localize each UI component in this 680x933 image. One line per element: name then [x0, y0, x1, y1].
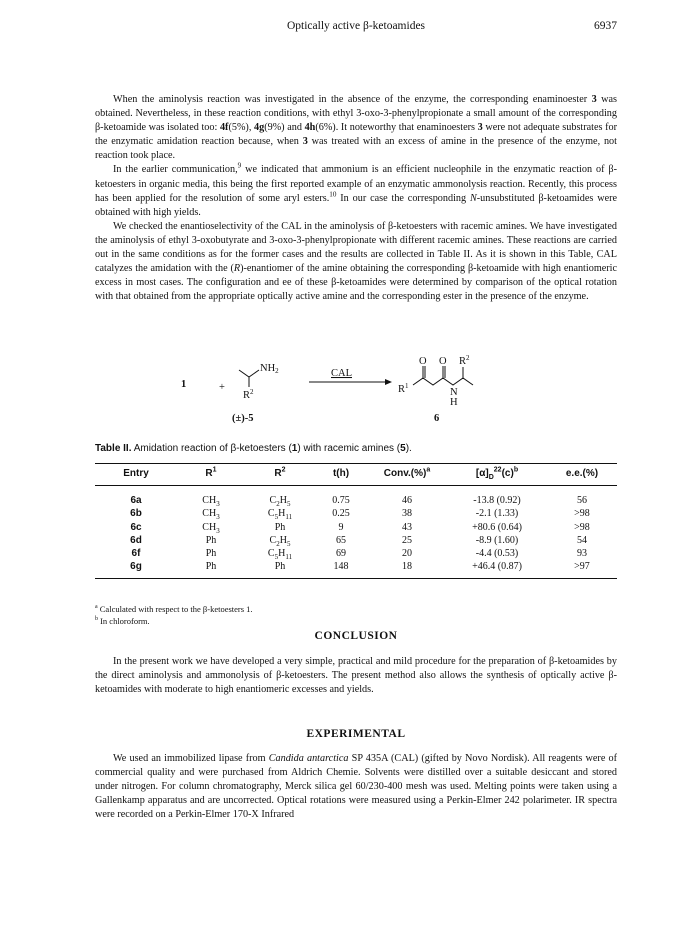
product-r1-label: $R^1$	[398, 382, 409, 395]
column-header-ee: e.e.(%)	[547, 464, 617, 486]
product-bond-lines	[413, 378, 473, 385]
table-header-row	[95, 464, 617, 486]
table-caption: Table II. Amidation reaction of β-ketoesters (1) with racemic amines (5).	[95, 443, 412, 454]
amine-r2-label: $R^2$	[243, 388, 254, 401]
page-header	[95, 20, 617, 38]
conclusion-body	[95, 655, 617, 697]
reaction-scheme-drawing	[95, 352, 617, 442]
results-table	[95, 463, 617, 579]
amine-nh2-label: NH2	[260, 363, 279, 375]
product-nitrogen-label: N	[450, 387, 458, 398]
amine-bond-lines	[239, 370, 259, 377]
experimental-heading: EXPERIMENTAL	[306, 728, 406, 740]
table-row: 6b $CH_3$ $C_5H_{11}$ 0.25 38 -2.1 (1.33) >98	[130, 508, 590, 522]
column-header-r2: $R^2$	[245, 464, 315, 486]
table-footnotes	[95, 603, 253, 627]
reactant-1-label: 1	[181, 379, 187, 390]
running-title: Optically active β-ketoamides	[286, 20, 426, 32]
amine-compound-label: (±)-5	[232, 413, 254, 424]
product-oxygen-2: O	[439, 356, 447, 367]
reference-marker: 9	[237, 162, 242, 171]
table-row: 6c $CH_3$ Ph 9 43 +80.6 (0.64) >98	[130, 521, 590, 535]
column-header-conversion: Conv.(%)$^a$	[367, 464, 447, 486]
table-row: 6d Ph $C_2H_5$ 65 25 -8.9 (1.60) 54	[130, 534, 587, 548]
conclusion-paragraph: In the present work we have developed a very simple, practical and mild procedure for the preparation of β-ketoamides by the direct aminolysis and ammonolysis of β-ketoesters. The present method also allows the synthesis of optically active β-ketoamides with moderate to high enantiomeric excesses and yields.	[95, 656, 617, 696]
column-header-time: t(h)	[315, 464, 367, 486]
paragraph-3: We checked the enantioselectivity of the CAL in the aminolysis of β-ketoesters with racemic amines. We have investigated the aminolysis of ethyl 3-oxobutyrate and 3-oxo-3-phenylpropionate with different racemic amines. These reactions are carried out in the same conditions as for the former cases and the results are collected in Table II. As it is shown in this Table, CAL catalyzes the amidation with the (R)-enantiomer of the amine obtaining the corresponding β-ketoamide with high enantiomeric excess in most cases. The configuration and ee of these β-ketoamides were determined by comparison of the optical rotation with that obtained from the appropriate optically active amine and the corresponding ester in the presence of the enzyme.	[95, 220, 618, 303]
plus-sign: +	[219, 382, 225, 393]
experimental-paragraph: We used an immobilized lipase from Candida antarctica SP 435A (CAL) (gifted by Novo Nordisk). All reagents were of commercial quality and were purchased from Aldrich Chemie. Solvents were distilled over a suitable desiccant and stored under nitrogen. For column chromatography, Merck silica gel 60/230-400 mesh was used. Melting points were taken using a Gallenkamp apparatus and are uncorrected. Optical rotations were measured using a Perkin-Elmer 242 polarimeter. IR spectra were recorded on a Perkin-Elmer 170-X Infrared	[95, 753, 618, 821]
product-compound-label: 6	[434, 413, 440, 424]
column-header-r1: $R^1$	[177, 464, 245, 486]
reference-marker: 10	[329, 190, 337, 199]
page-number: 6937	[594, 20, 617, 32]
product-hydrogen-label: H	[450, 397, 458, 408]
footnote-b: $^b$ In chloroform.	[95, 616, 150, 626]
product-oxygen-1: O	[419, 356, 427, 367]
column-header-entry: Entry	[95, 464, 177, 486]
arrowhead-icon	[385, 379, 392, 385]
reaction-scheme	[95, 352, 617, 442]
catalyst-label: CAL	[331, 368, 352, 379]
paragraph-1: When the aminolysis reaction was investigated in the absence of the enzyme, the corresponding enaminoester 3 was obtained. Nevertheless, in these reaction conditions, with ethyl 3-oxo-3-phenylpropionate a small amount of the corresponding β-ketoamide was isolated too: 4f(5%), 4g(9%) and 4h(6%). It noteworthy that enaminoesters 3 were not adequate substrates for the enzymatic amidation reaction because, when 3 was treated with an excess of amine in the presence of the enzyme, not reaction took place.	[95, 94, 617, 162]
table-row: 6g Ph Ph 148 18 +46.4 (0.87) >97	[95, 560, 617, 578]
table-row: 6f Ph $C_5H_{11}$ 69 20 -4.4 (0.53) 93	[131, 548, 587, 562]
product-r2-label: $R^2$	[459, 354, 470, 367]
column-header-rotation: $[\alpha]_D^{22}(c)^b$	[447, 464, 547, 486]
body-paragraphs	[95, 93, 617, 304]
table-row: 6a $CH_3$ $C_2H_5$ 0.75 46 -13.8 (0.92) 56	[130, 495, 587, 508]
paragraph-2: In the earlier communication,$^9$ we indicated that ammonium is an efficient nucleophile in the enzymatic reaction of β-ketoesters in organic media, this being the first reported example of an enzymatic ammonolysis reaction. Recently, this process has been applied for the resolution of some aryl esters.$^{10}$ In our case the corresponding N-unsubstituted β-ketoamides were obtained with high yields.	[95, 162, 618, 218]
conclusion-heading: CONCLUSION	[314, 630, 398, 642]
experimental-body	[95, 752, 617, 822]
footnote-a: $^a$ Calculated with respect to the β-ketoesters 1.	[95, 604, 253, 614]
